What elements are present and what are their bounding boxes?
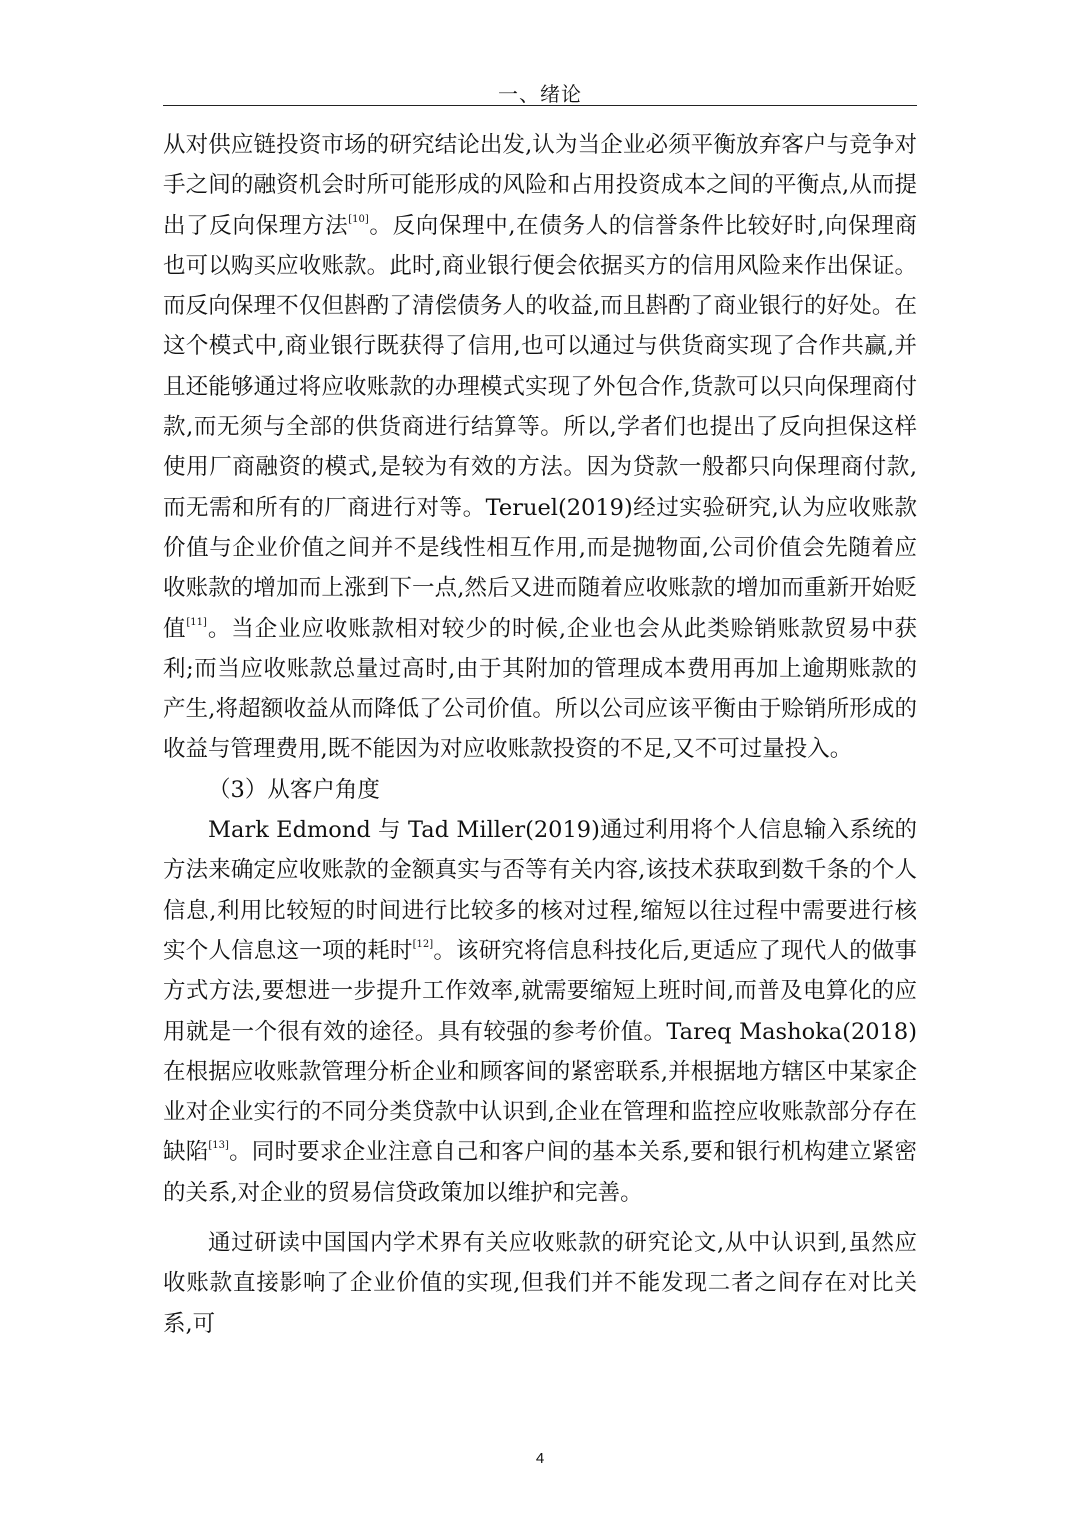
paragraph-text: Mark Edmond 与 Tad Miller(2019)通过利用将个人信息输入系统的方法来确定应收账款的金额真实与否等有关内容,该技术获取到数千条的个人信息,利用比较短的时间进行比较多的核对过程,缩短以往过程中需要进行核实个人信息这一项的耗时: [163, 817, 917, 964]
citation-ref: [12]: [412, 938, 434, 950]
paragraph-text: 。当企业应收账款相对较少的时候,企业也会从此类赊销账款贸易中获利;而当应收账款总量过高时,由于其附加的管理成本费用再加上逾期账款的产生,将超额收益从而降低了公司价值。所以公司应该平衡由于赊销所形成的收益与管理费用,既不能因为对应收账款投资的不足,又不可过量投入。: [163, 615, 917, 763]
header-divider: [163, 105, 917, 106]
paragraph-domestic-research: 通过研读中国国内学术界有关应收账款的研究论文,从中认识到,虽然应收账款直接影响了企业价值的实现,但我们并不能发现二者之间存在对比关系,可: [163, 1230, 917, 1337]
paragraph-text: 。反向保理中,在债务人的信誉条件比较好时,向保理商也可以购买应收账款。此时,商业银行便会依据买方的信用风险来作出保证。而反向保理不仅但斟酌了清偿债务人的收益,而且斟酌了商业银行的好处。在这个模式中,商业银行既获得了信用,也可以通过与供货商实现了合作共赢,并且还能够通过将应收账款的办理模式实现了外包合作,货款可以只向保理商付款,而无须与全部的供货商进行结算等。所以,学者们也提出了反向担保这样使用厂商融资的模式,是较为有效的方法。因为贷款一般都只向保理商付款,而无需和所有的厂商进行对等。Teruel(2019)经过实验研究,认为应收账款价值与企业价值之间并不是线性相互作用,而是抛物面,公司价值会先随着应收账款的增加而上涨到下一点,然后又进而随着应收账款的增加而重新开始贬值: [163, 212, 917, 642]
citation-ref: [13]: [208, 1140, 229, 1152]
section-heading: （3）从客户角度: [208, 776, 380, 803]
paragraph-customer-perspective: [163, 810, 917, 1213]
paragraph-text: 。同时要求企业注意自己和客户间的基本关系,要和银行机构建立紧密的关系,对企业的贸易信贷政策加以维护和完善。: [163, 1139, 917, 1206]
paragraph-text: 。该研究将信息科技化后,更适应了现代人的做事方式方法,要想进一步提升工作效率,就需要缩短上班时间,而普及电算化的应用就是一个很有效的途径。具有较强的参考价值。Tareq Mashoka(2018)在根据应收账款管理分析企业和顾客间的紧密联系,并根据地方辖区中某家企业对企业实行的不同分类贷款中认识到,企业在管理和监控应收账款部分存在缺陷: [163, 937, 917, 1166]
body-text: [163, 125, 917, 1344]
paragraph-reverse-factoring: [163, 125, 917, 770]
page-number: 4: [535, 1450, 545, 1467]
citation-ref: [11]: [186, 616, 207, 628]
paragraph-text: 从对供应链投资市场的研究结论出发,认为当企业必须平衡放弃客户与竞争对手之间的融资机会时所可能形成的风险和占用投资成本之间的平衡点,从而提出了反向保理方法: [163, 132, 917, 239]
citation-ref: [10]: [348, 213, 369, 225]
running-header-title: 一、绪论: [498, 82, 582, 106]
